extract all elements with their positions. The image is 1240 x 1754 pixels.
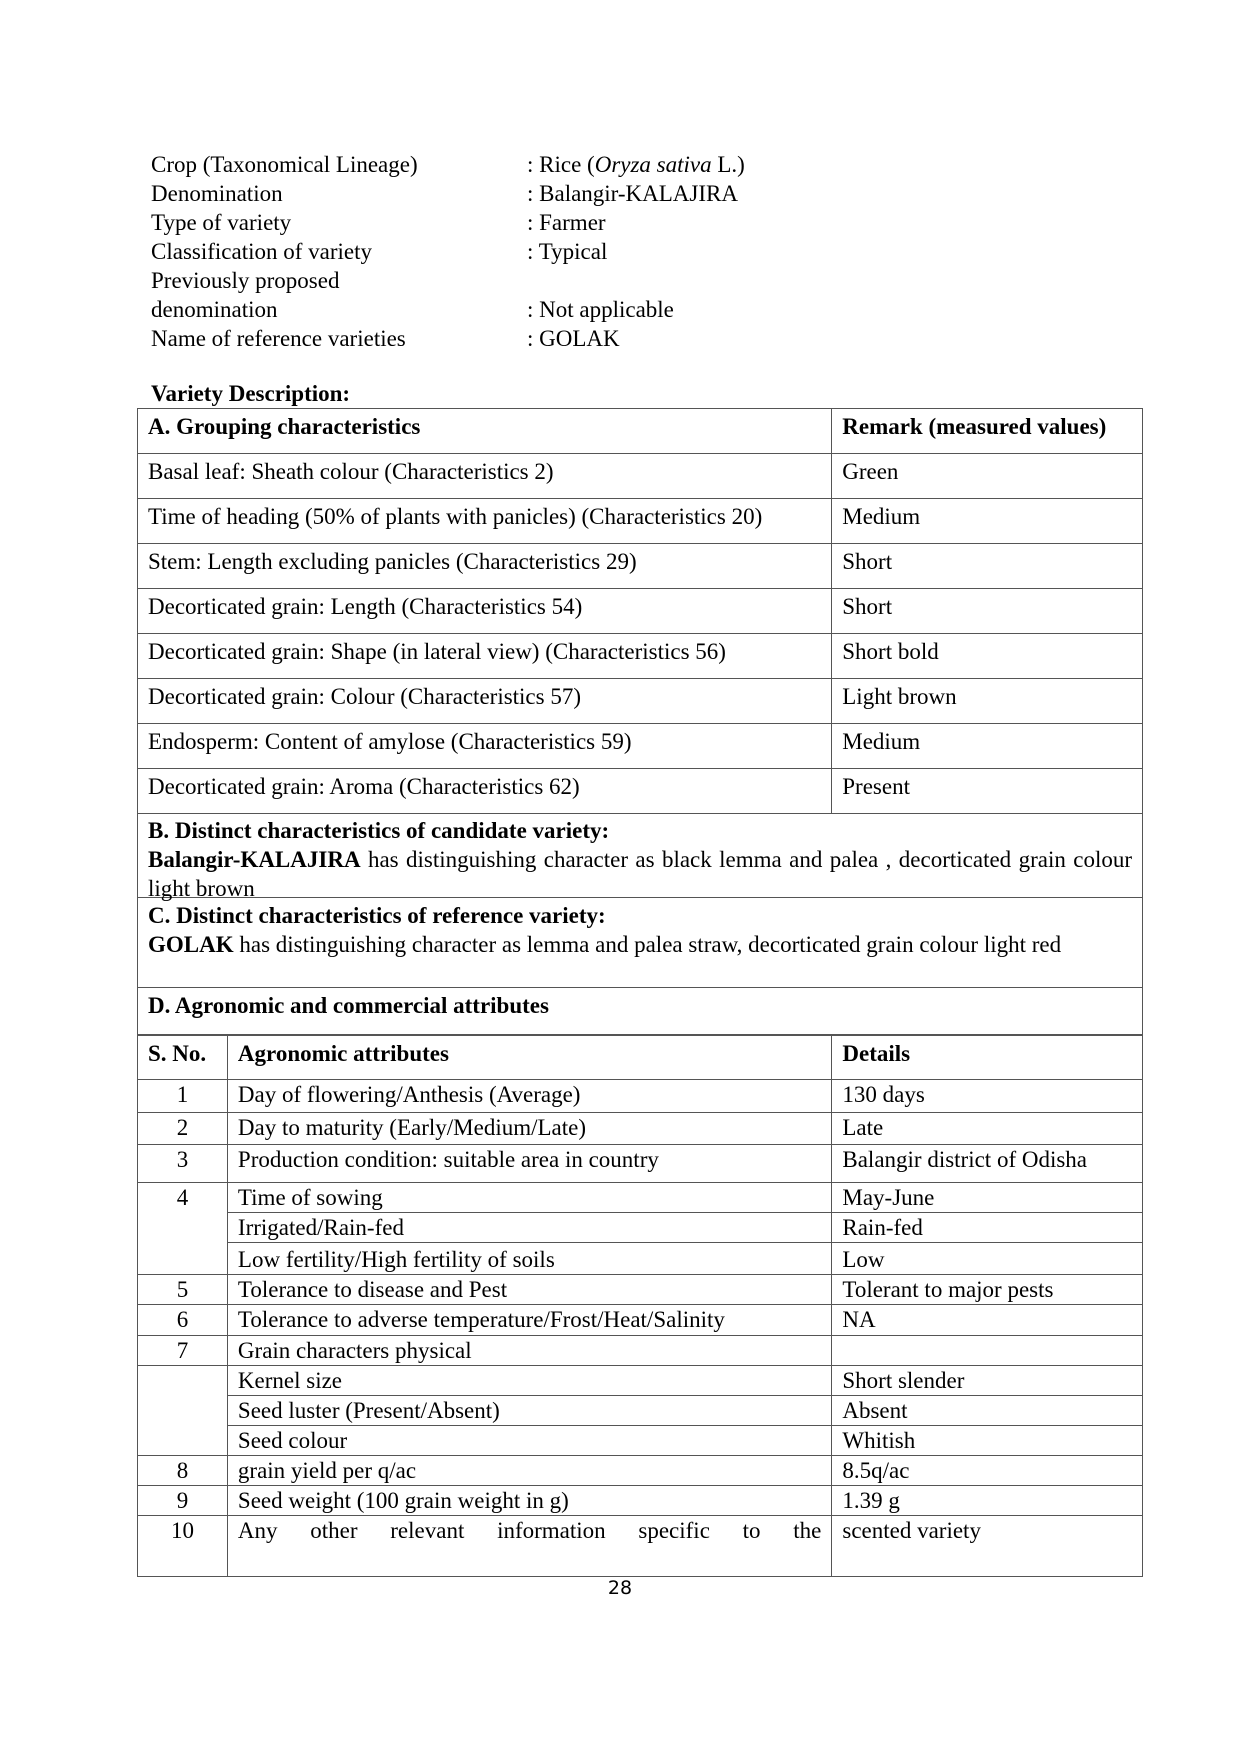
info-value (527, 150, 745, 179)
table-row (138, 544, 1143, 589)
detail-cell: Short slender (832, 1366, 1143, 1396)
characteristic-cell: Decorticated grain: Colour (Characteristics 57) (138, 679, 832, 724)
table-row (138, 589, 1143, 634)
table-row (138, 1080, 1143, 1113)
candidate-variety-section (137, 813, 1143, 901)
detail-cell: NA (832, 1305, 1143, 1336)
column-header: Agronomic attributes (227, 1036, 831, 1080)
attribute-cell: Irrigated/Rain-fed (227, 1213, 831, 1243)
remark-cell: Green (832, 454, 1143, 499)
serial-number: 10 (138, 1516, 228, 1577)
characteristic-cell: Endosperm: Content of amylose (Characteristics 59) (138, 724, 832, 769)
info-label: Classification of variety (151, 239, 372, 264)
serial-number (138, 1396, 228, 1426)
remark-cell: Short (832, 544, 1143, 589)
column-header: Remark (measured values) (832, 409, 1143, 454)
table-row (138, 1113, 1143, 1145)
reference-variety-section (137, 898, 1143, 988)
grouping-characteristics-table (137, 408, 1143, 814)
info-value: : Not applicable (527, 297, 674, 322)
table-row (138, 1486, 1143, 1516)
serial-number (138, 1213, 228, 1243)
serial-number: 3 (138, 1145, 228, 1183)
attribute-cell: Kernel size (227, 1366, 831, 1396)
section-title: C. Distinct characteristics of reference variety: (148, 903, 606, 928)
table-row (138, 634, 1143, 679)
info-value: : Typical (527, 239, 608, 264)
attribute-cell: Day to maturity (Early/Medium/Late) (227, 1113, 831, 1145)
section-body (148, 930, 1132, 959)
info-row-denomination (151, 179, 851, 208)
serial-number: 5 (138, 1275, 228, 1305)
table-row (138, 1426, 1143, 1456)
info-row-previous-denomination (151, 266, 851, 324)
attribute-cell: Production condition: suitable area in country (227, 1145, 831, 1183)
attribute-cell: Tolerance to disease and Pest (227, 1275, 831, 1305)
table-row (138, 724, 1143, 769)
characteristic-cell: Decorticated grain: Shape (in lateral view) (Characteristics 56) (138, 634, 832, 679)
info-row-type (151, 208, 851, 237)
agronomic-attributes-table (137, 1035, 1143, 1577)
remark-cell: Short (832, 589, 1143, 634)
remark-cell: Light brown (832, 679, 1143, 724)
detail-cell: 1.39 g (832, 1486, 1143, 1516)
variety-description-heading: Variety Description: (151, 381, 351, 406)
detail-cell: 8.5q/ac (832, 1456, 1143, 1486)
attribute-cell: Any other relevant information specific to the (227, 1516, 831, 1577)
scientific-name: Oryza sativa (594, 152, 712, 177)
attribute-cell: Grain characters physical (227, 1336, 831, 1366)
column-header: S. No. (138, 1036, 228, 1080)
value-prefix: : Rice ( (527, 152, 595, 177)
serial-number: 9 (138, 1486, 228, 1516)
attribute-cell: Seed weight (100 grain weight in g) (227, 1486, 831, 1516)
detail-cell: 130 days (832, 1080, 1143, 1113)
description-text: has distinguishing character as black lemma and palea , decorticated grain colour light brown (148, 847, 1132, 901)
column-header: A. Grouping characteristics (138, 409, 832, 454)
table-row (138, 1396, 1143, 1426)
attribute-cell: grain yield per q/ac (227, 1456, 831, 1486)
info-label: Type of variety (151, 210, 292, 235)
variety-name: GOLAK (148, 932, 234, 957)
table-row (138, 1456, 1143, 1486)
section-title: B. Distinct characteristics of candidate variety: (148, 818, 610, 843)
variety-name: Balangir-KALAJIRA (148, 847, 361, 872)
table-row (138, 454, 1143, 499)
attribute-cell: Day of flowering/Anthesis (Average) (227, 1080, 831, 1113)
remark-cell: Medium (832, 499, 1143, 544)
detail-cell: Rain-fed (832, 1213, 1143, 1243)
info-row-crop (151, 150, 851, 179)
serial-number: 1 (138, 1080, 228, 1113)
table-row (138, 1243, 1143, 1275)
detail-cell: Late (832, 1113, 1143, 1145)
detail-cell: May-June (832, 1183, 1143, 1213)
remark-cell: Medium (832, 724, 1143, 769)
table-row (138, 1183, 1143, 1213)
section-body (148, 845, 1132, 903)
serial-number: 8 (138, 1456, 228, 1486)
info-value: : Farmer (527, 210, 606, 235)
info-label: Crop (Taxonomical Lineage) (151, 152, 418, 177)
agronomic-section-title-block (137, 988, 1143, 1035)
characteristic-cell: Stem: Length excluding panicles (Characteristics 29) (138, 544, 832, 589)
serial-number: 6 (138, 1305, 228, 1336)
info-value: : GOLAK (527, 326, 620, 351)
column-header: Details (832, 1036, 1143, 1080)
table-header-row (138, 409, 1143, 454)
table-row (138, 1366, 1143, 1396)
table-row (138, 679, 1143, 724)
detail-cell: Whitish (832, 1426, 1143, 1456)
info-row-classification (151, 237, 851, 266)
detail-cell: Tolerant to major pests (832, 1275, 1143, 1305)
info-label: Denomination (151, 181, 283, 206)
info-row-reference (151, 324, 851, 353)
info-label: Name of reference varieties (151, 326, 406, 351)
section-title: D. Agronomic and commercial attributes (148, 993, 549, 1018)
characteristic-cell: Decorticated grain: Length (Characteristics 54) (138, 589, 832, 634)
table-row (138, 769, 1143, 814)
table-row (138, 1275, 1143, 1305)
remark-cell: Short bold (832, 634, 1143, 679)
table-row (138, 1336, 1143, 1366)
variety-info-block (151, 150, 851, 353)
attribute-cell: Low fertility/High fertility of soils (227, 1243, 831, 1275)
serial-number: 7 (138, 1336, 228, 1366)
attribute-cell: Time of sowing (227, 1183, 831, 1213)
attribute-cell: Seed luster (Present/Absent) (227, 1396, 831, 1426)
detail-cell: Absent (832, 1396, 1143, 1426)
characteristic-cell: Time of heading (50% of plants with panicles) (Characteristics 20) (138, 499, 832, 544)
serial-number (138, 1426, 228, 1456)
info-label: Previously proposed denomination (151, 268, 340, 322)
characteristic-cell: Decorticated grain: Aroma (Characteristics 62) (138, 769, 832, 814)
detail-cell (832, 1336, 1143, 1366)
detail-cell: Balangir district of Odisha (832, 1145, 1143, 1183)
table-header-row (138, 1036, 1143, 1080)
table-row (138, 1145, 1143, 1183)
remark-cell: Present (832, 769, 1143, 814)
serial-number (138, 1366, 228, 1396)
info-value: : Balangir-KALAJIRA (527, 181, 738, 206)
table-row (138, 1305, 1143, 1336)
characteristic-cell: Basal leaf: Sheath colour (Characteristics 2) (138, 454, 832, 499)
page-number: 28 (607, 1577, 633, 1599)
value-suffix: L.) (711, 152, 745, 177)
serial-number (138, 1243, 228, 1275)
attribute-cell: Tolerance to adverse temperature/Frost/Heat/Salinity (227, 1305, 831, 1336)
table-row (138, 1213, 1143, 1243)
serial-number: 4 (138, 1183, 228, 1213)
serial-number: 2 (138, 1113, 228, 1145)
detail-cell: scented variety (832, 1516, 1143, 1577)
description-text: has distinguishing character as lemma and palea straw, decorticated grain colour light red (233, 932, 1062, 957)
table-row (138, 499, 1143, 544)
table-row (138, 1516, 1143, 1577)
detail-cell: Low (832, 1243, 1143, 1275)
attribute-cell: Seed colour (227, 1426, 831, 1456)
